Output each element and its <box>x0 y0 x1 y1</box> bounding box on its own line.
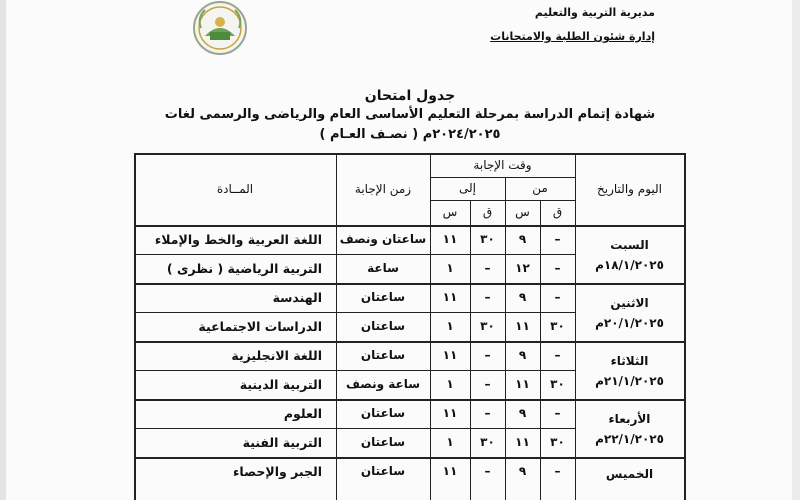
cell-to-minute: ٣٠ <box>480 319 495 333</box>
cell-subject: الهندسة <box>272 290 322 305</box>
cell-duration: ساعتان <box>360 406 406 420</box>
cell-duration: ساعتان <box>360 348 406 362</box>
cell-duration: ساعتان <box>360 435 406 449</box>
term-year: ( نصـف العـام ) ٢٠٢٤/٢٠٢٥م <box>319 127 501 142</box>
cell-day: الأربعاء <box>608 412 651 426</box>
certificate-title: شهادة إتمام الدراسة بمرحلة التعليم الأساسى العام والرياضى والرسمى لغات <box>164 107 656 122</box>
cell-subject: اللغة الانجليزية <box>231 348 322 363</box>
cell-day: الخميس <box>605 467 654 481</box>
cell-from-minute: ٣٠ <box>550 377 565 391</box>
cell-from-hour: ٩ <box>518 406 527 420</box>
cell-day: السبت <box>610 238 649 252</box>
cell-to-hour: ١١ <box>442 348 458 362</box>
header-from-hour: س <box>515 205 530 219</box>
cell-from-hour: ١١ <box>515 377 530 391</box>
cell-from-hour: ٩ <box>518 232 527 246</box>
cell-to-minute: ٣٠ <box>480 232 495 246</box>
ministry-logo <box>183 0 258 55</box>
cell-to-hour: ١ <box>446 377 454 391</box>
table-rule <box>684 153 686 500</box>
cell-subject: اللغة العربية والخط والإملاء <box>154 232 322 247</box>
cell-from-minute: – <box>554 464 561 478</box>
cell-duration: ساعتان <box>360 290 406 304</box>
cell-from-hour: ٩ <box>518 464 527 478</box>
cell-subject: التربية الرياضية ( نظرى ) <box>166 261 322 276</box>
cell-date: ١٨/١/٢٠٢٥م <box>595 258 664 272</box>
cell-duration: ساعة ونصف <box>345 377 421 391</box>
cell-to-hour: ١ <box>446 319 454 333</box>
header-to: إلى <box>459 181 476 195</box>
cell-duration: ساعتان <box>360 319 406 333</box>
cell-to-minute: – <box>484 290 491 304</box>
cell-date: ٢١/١/٢٠٢٥م <box>595 374 664 388</box>
document-title: جدول امتحان <box>364 88 456 104</box>
cell-to-minute: ٣٠ <box>480 435 495 449</box>
cell-from-minute: – <box>554 261 561 275</box>
cell-subject: التربية الدينية <box>239 377 322 392</box>
cell-duration: ساعة <box>367 261 399 275</box>
cell-to-hour: ١١ <box>442 290 458 304</box>
cell-subject: التربية الفنية <box>242 435 322 450</box>
page-edge-left <box>0 0 6 500</box>
cell-subject: الدراسات الاجتماعية <box>198 319 322 334</box>
header-from-minute: ق <box>552 205 563 219</box>
cell-from-hour: ١١ <box>515 435 530 449</box>
cell-from-hour: ١١ <box>515 319 530 333</box>
cell-day: الاثنين <box>610 296 649 310</box>
cell-from-hour: ١٢ <box>515 261 530 275</box>
cell-date: ٢٠/١/٢٠٢٥م <box>595 316 664 330</box>
cell-subject: الجبر والإحصاء <box>233 464 322 479</box>
header-to-hour: س <box>442 205 458 219</box>
header-duration: زمن الإجابة <box>354 182 412 196</box>
cell-from-minute: ٣٠ <box>550 435 565 449</box>
header-subject: المــادة <box>216 182 254 196</box>
cell-day: الثلاثاء <box>610 354 649 368</box>
administration-name: إدارة شئون الطلبة والامتحانات <box>490 30 655 43</box>
cell-to-minute: – <box>484 348 491 362</box>
cell-date: ٢٢/١/٢٠٢٥م <box>595 432 664 446</box>
cell-from-minute: – <box>554 406 561 420</box>
cell-to-hour: ١ <box>446 261 454 275</box>
cell-to-hour: ١١ <box>442 406 458 420</box>
cell-to-minute: – <box>484 261 491 275</box>
cell-duration: ساعتان ونصف <box>339 232 427 246</box>
header-to-minute: ق <box>482 205 493 219</box>
cell-to-hour: ١١ <box>442 232 458 246</box>
header-day-date: اليوم والتاريخ <box>597 182 662 196</box>
cell-from-minute: – <box>554 290 561 304</box>
cell-duration: ساعتان <box>360 464 406 478</box>
cell-from-hour: ٩ <box>518 290 527 304</box>
page-edge-right <box>792 0 800 500</box>
cell-from-minute: ٣٠ <box>550 319 565 333</box>
cell-from-minute: – <box>554 348 561 362</box>
cell-from-minute: – <box>554 232 561 246</box>
cell-to-hour: ١١ <box>442 464 458 478</box>
cell-from-hour: ٩ <box>518 348 527 362</box>
header-from: من <box>532 181 548 195</box>
cell-subject: العلوم <box>283 406 322 421</box>
cell-to-minute: – <box>484 377 491 391</box>
directorate-name: مديرية التربية والتعليم <box>534 6 655 19</box>
cell-to-hour: ١ <box>446 435 454 449</box>
cell-to-minute: – <box>484 464 491 478</box>
header-answer-time: وقت الإجابة <box>473 158 532 172</box>
cell-to-minute: – <box>484 406 491 420</box>
